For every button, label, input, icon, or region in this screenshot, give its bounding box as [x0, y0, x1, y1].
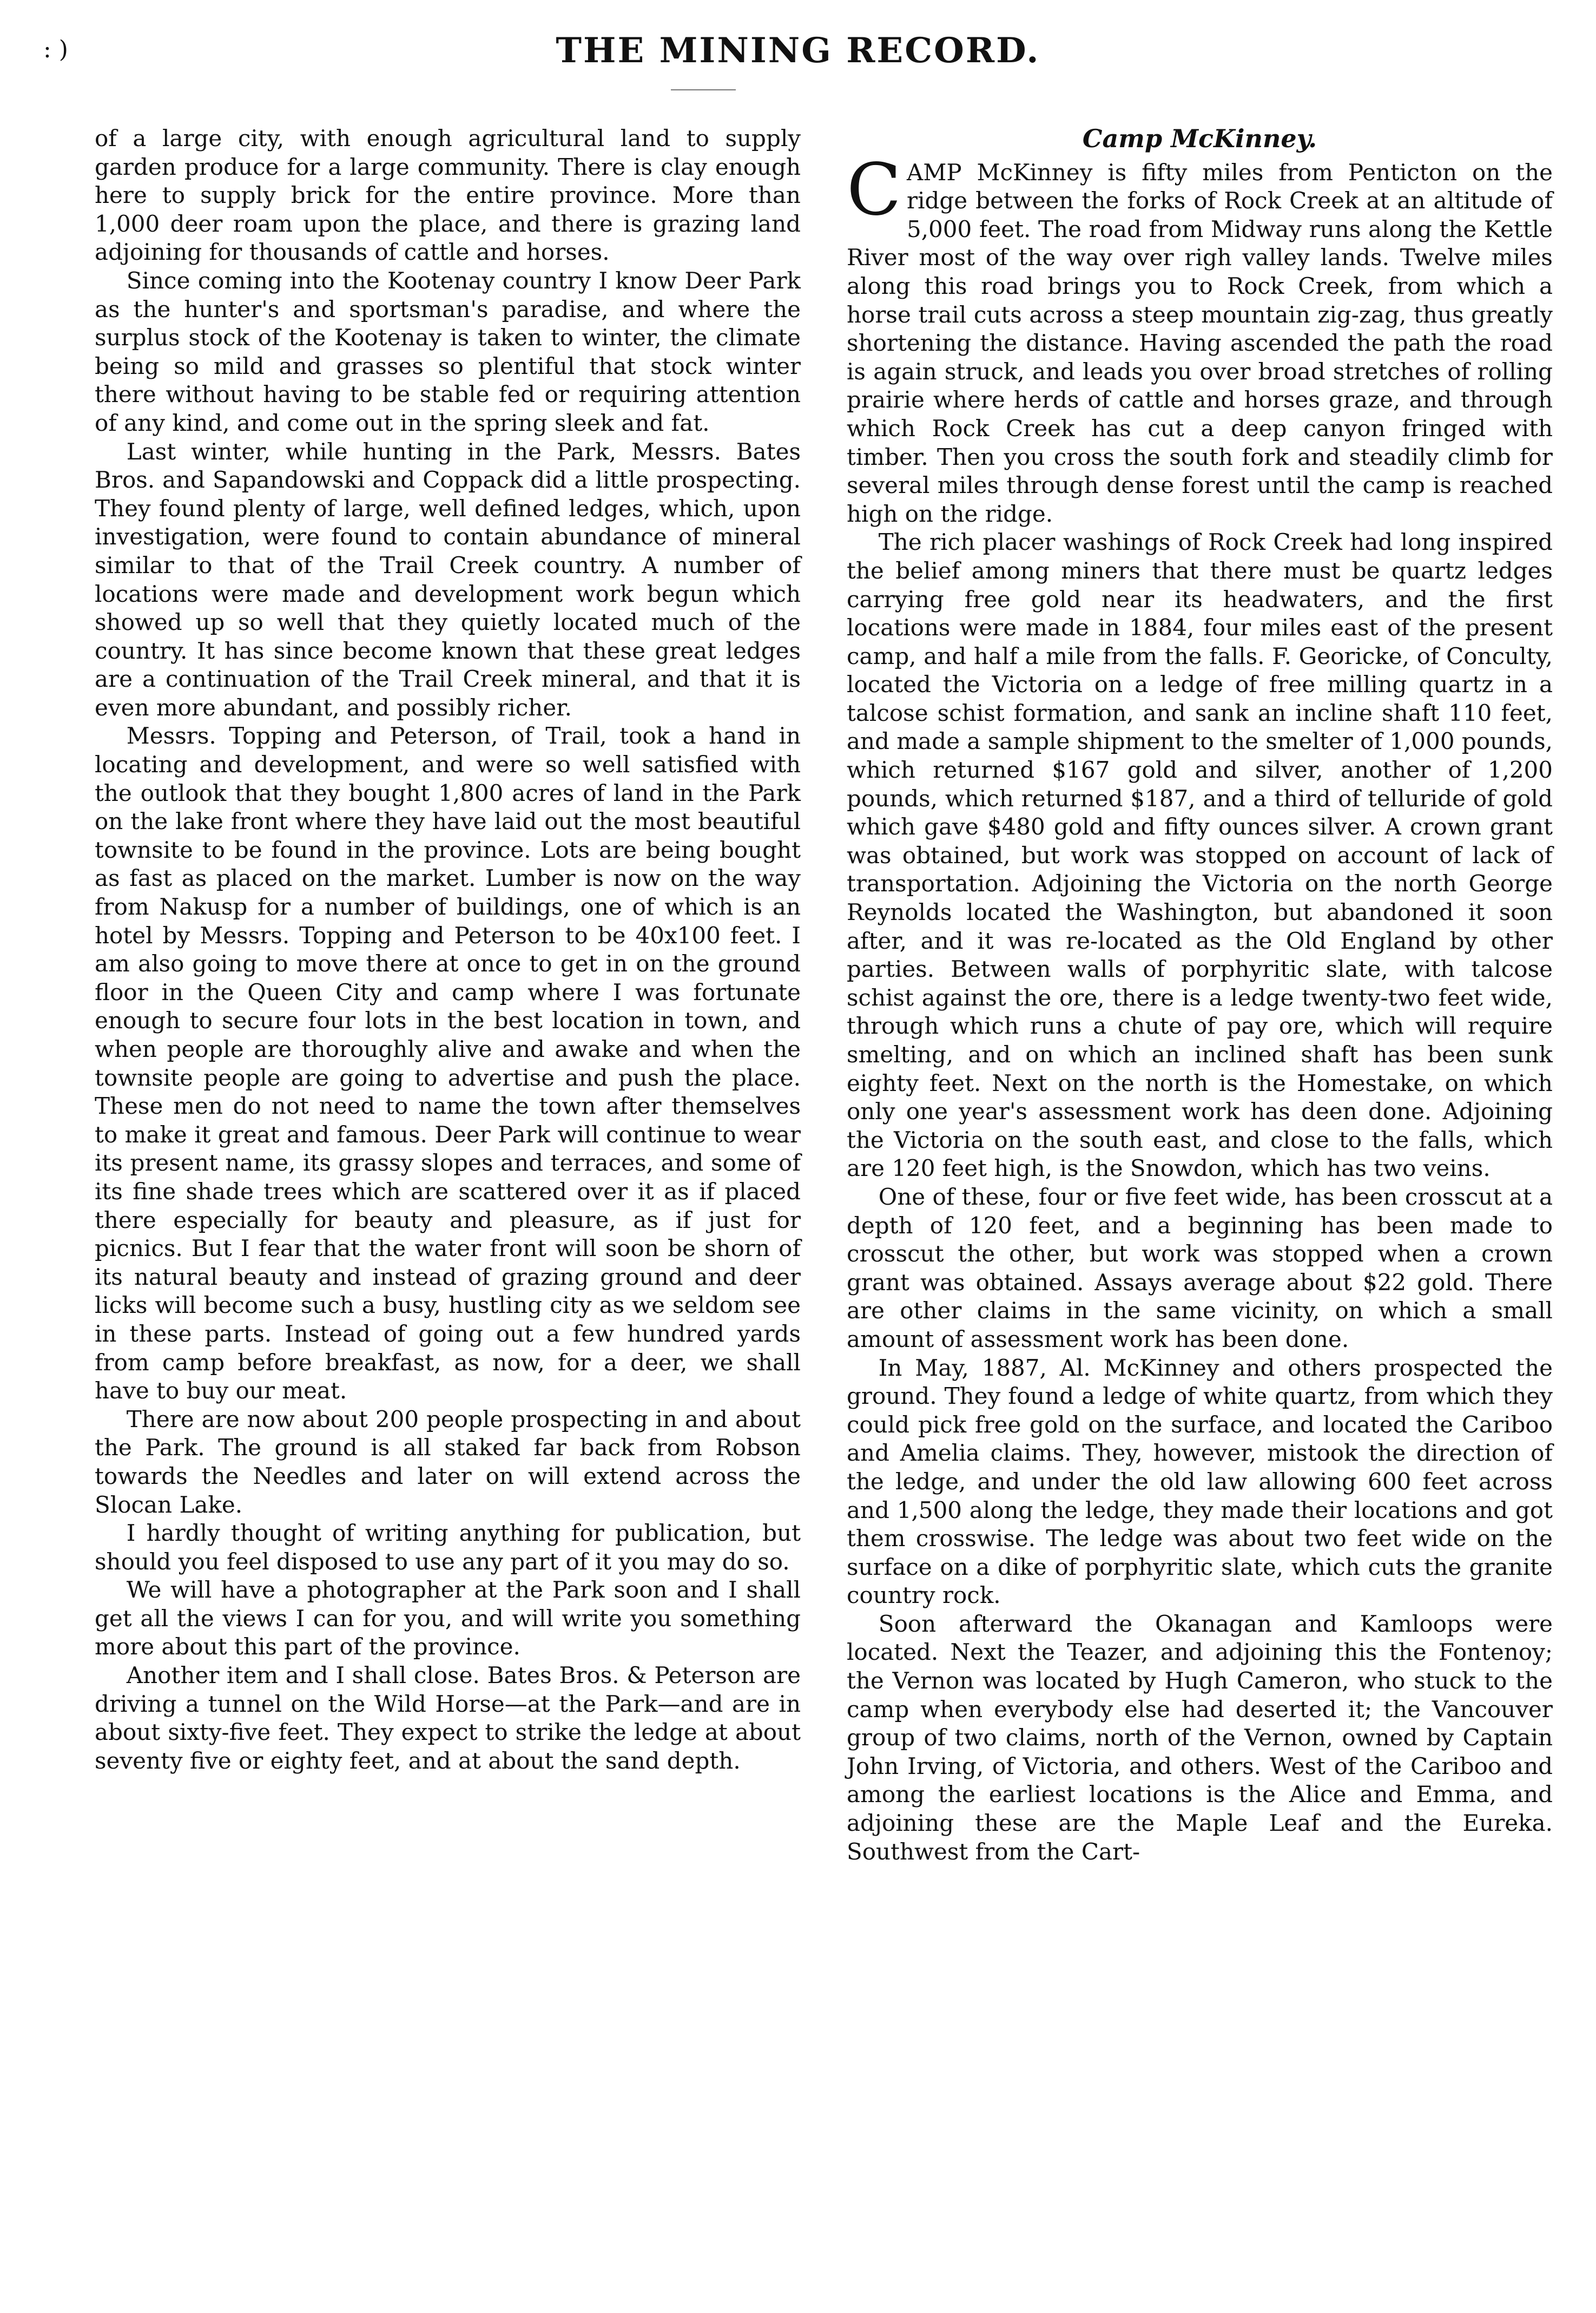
paragraph: Another item and I shall close. Bates Bros. & Peterson are driving a tunnel on the Wild Horse—at the Park—and are in about sixty-five feet. They expect to strike the ledge at about seventy five or eighty feet, and at about the sand depth. — [95, 1662, 801, 1774]
opening-text: AMP McKinney is fifty miles from Penticton on the ridge between the forks of Rock Creek at an altitude of 5,000 feet. The road from Midway runs along the Kettle River most of the way over righ valley lands. Twelve miles along this road brings you to Rock Creek, from which a horse trail cuts across a steep mountain zig-zag, thus greatly shortening the distance. Having ascended the path the road is again struck, and leads you over broad stretches of rolling prairie where herds of cattle and horses graze, and through which Rock Creek has cut a deep canyon fringed with timber. Then you cross the south fork and steadily climb for several miles through dense forest until the camp is reached high on the ridge. — [847, 159, 1553, 527]
paragraph: The rich placer washings of Rock Creek had long inspired the belief among miners that there must be quartz ledges carrying free gold near its headwaters, and the first locations were made in 1884, four miles east of the present camp, and half a mile from the falls. F. Georicke, of Conculty, located the Victoria on a ledge of free milling quartz in a talcose schist formation, and sank an incline shaft 110 feet, and made a sample shipment to the smelter of 1,000 pounds, which returned $167 gold and silver, another of 1,200 pounds, which returned $187, and a third of telluride of gold which gave $480 gold and fifty ounces silver. A crown grant was obtained, but work was stopped on account of lack of transportation. Adjoining the Victoria on the north George Reynolds located the Washington, but abandoned it soon after, and it was re-located as the Old England by other parties. Between walls of porphyritic slate, with talcose schist against the ore, there is a ledge twenty-two feet wide, through which runs a chute of pay ore, which will require smelting, and on which an inclined shaft has been sunk eighty feet. Next on the north is the Homestake, on which only one year's assessment work has deen done. Adjoining the Victoria on the south east, and close to the falls, which are 120 feet high, is the Snowdon, which has two veins. — [847, 529, 1553, 1182]
paragraph: There are now about 200 people prospecting in and about the Park. The ground is all staked far back from Robson towards the Needles and later on will extend across the Slocan Lake. — [95, 1405, 801, 1518]
opening-paragraph — [847, 148, 1553, 529]
paragraph: Messrs. Topping and Peterson, of Trail, took a hand in locating and development, and were so well satisfied with the outlook that they bought 1,800 acres of land in the Park on the lake front where they have laid out the most beautiful townsite to be found in the province. Lots are being bought as fast as placed on the market. Lumber is now on the way from Nakusp for a number of buildings, one of which is an hotel by Messrs. Topping and Peterson to be 40x100 feet. I am also going to move there at once to get in on the ground floor in the Queen City and camp where I was fortunate enough to secure four lots in the best location in town, and when people are thoroughly alive and awake and when the townsite people are going to advertise and push the place. These men do not need to name the town after themselves to make it great and famous. Deer Park will continue to wear its present name, its grassy slopes and terraces, and some of its fine shade trees which are scattered over it as if placed there especially for beauty and pleasure, as if just for picnics. But I fear that the water front will soon be shorn of its natural beauty and instead of grazing ground and deer licks will become such a busy, hustling city as we seldom see in these parts. Instead of going out a few hundred yards from camp before breakfast, as now, for a deer, we shall have to buy our meat. — [95, 722, 801, 1404]
publication-title: THE MINING RECORD. — [556, 30, 1040, 71]
paragraph: I hardly thought of writing anything for publication, but should you feel disposed to use any part of it you may do so. — [95, 1520, 801, 1575]
paragraph: In May, 1887, Al. McKinney and others prospected the ground. They found a ledge of white quartz, from which they could pick free gold on the surface, and located the Cariboo and Amelia claims. They, however, mistook the direction of the ledge, and under the old law allowing 600 feet across and 1,500 along the ledge, they made their locations and got them crosswise. The ledge was about two feet wide on the surface on a dike of porphyritic slate, which cuts the granite country rock. — [847, 1354, 1553, 1609]
left-column — [95, 124, 801, 1775]
paragraph: We will have a photographer at the Park soon and I shall get all the views I can for you, and will write you something more about this part of the province. — [95, 1576, 801, 1660]
page-header — [0, 16, 1596, 76]
paragraph: Soon afterward the Okanagan and Kamloops were located. Next the Teazer, and adjoining this the Fontenoy; the Vernon was located by Hugh Cameron, who stuck to the camp when everybody else had deserted it; the Vancouver group of two claims, north of the Vernon, owned by Captain John Irving, of Victoria, and others. West of the Cariboo and among the earliest locations is the Alice and Emma, and adjoining these are the Maple Leaf and the Eureka. Southwest from the Cart- — [847, 1610, 1553, 1865]
paragraph: Last winter, while hunting in the Park, Messrs. Bates Bros. and Sapandowski and Coppack did a little prospecting. They found plenty of large, well defined ledges, which, upon investigation, were found to contain abundance of mineral similar to that of the Trail Creek country. A number of locations were made and development work begun which showed up so well that they quietly located much of the country. It has since become known that these great ledges are a continuation of the Trail Creek mineral, and that it is even more abundant, and possibly richer. — [95, 438, 801, 721]
right-column — [847, 124, 1553, 1866]
header-divider — [671, 89, 736, 90]
paragraph: Since coming into the Kootenay country I know Deer Park as the hunter's and sportsman's paradise, and where the surplus stock of the Kootenay is taken to winter, the climate being so mild and grasses so plentiful that stock winter there without having to be stable fed or requiring attention of any kind, and come out in the spring sleek and fat. — [95, 267, 801, 436]
drop-cap: C — [847, 148, 901, 232]
article-heading: Camp McKinney. — [1082, 124, 1317, 153]
page-number: : ) — [43, 36, 68, 63]
paragraph: One of these, four or five feet wide, has been crosscut at a depth of 120 feet, and a beginning has been made to crosscut the other, but work was stopped when a crown grant was obtained. Assays average about $22 gold. There are other claims in the same vicinity, on which a small amount of assessment work has been done. — [847, 1183, 1553, 1352]
paragraph: of a large city, with enough agricultural land to supply garden produce for a large community. There is clay enough here to supply brick for the entire province. More than 1,000 deer roam upon the place, and there is grazing land adjoining for thousands of cattle and horses. — [95, 125, 801, 266]
